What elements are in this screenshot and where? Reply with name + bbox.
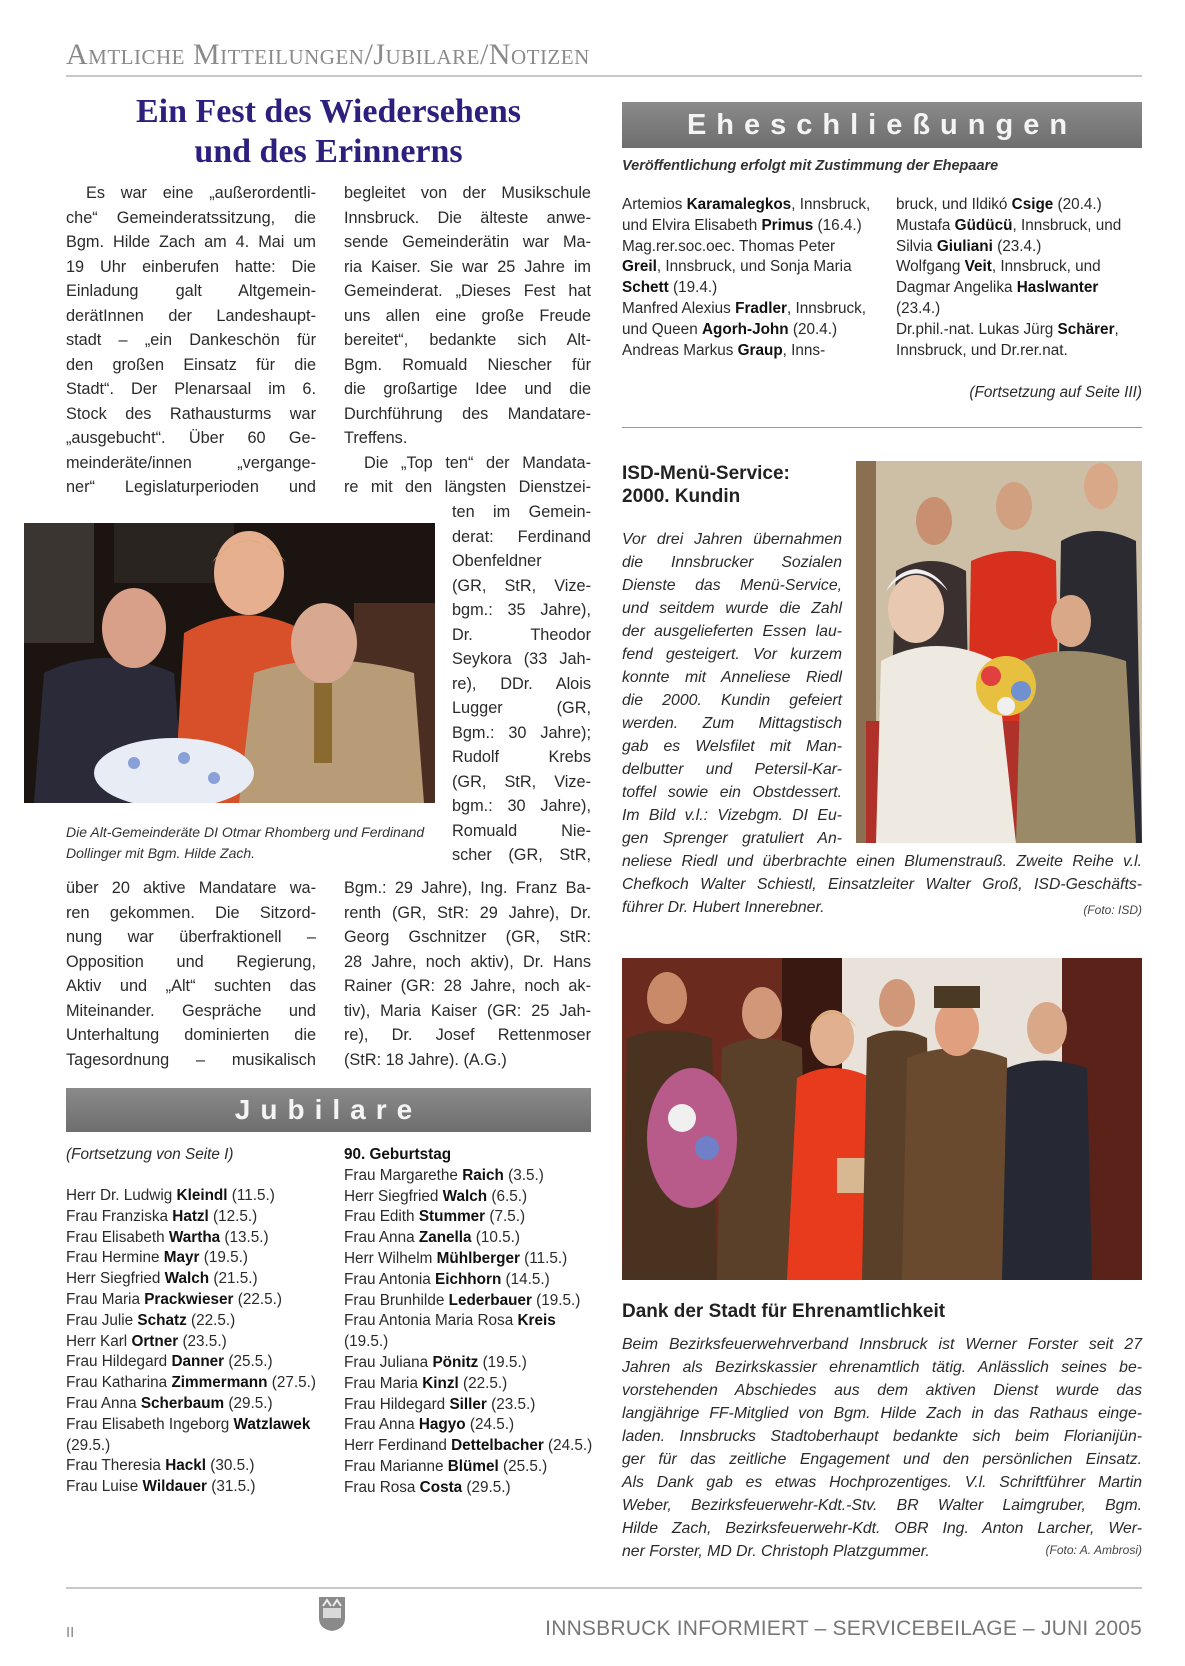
jubilar-entry xyxy=(344,1374,594,1395)
marriage-text: , Innsbruck, und Elvira Elisabeth xyxy=(622,196,871,234)
jubilar-entry xyxy=(344,1166,594,1187)
entry-surname: Stummer xyxy=(418,1208,486,1226)
entry-date: (13.5.) xyxy=(220,1228,269,1246)
marriage-text: Artemios xyxy=(622,196,687,213)
marriage-text: bruck, und Ildikó xyxy=(896,196,1012,213)
entry-first-name: Frau Juliana xyxy=(344,1353,433,1371)
footer-divider xyxy=(66,1587,1142,1589)
entry-date: (22.5.) xyxy=(458,1374,508,1392)
publication-footer: INNSBRUCK INFORMIERT – SERVICEBEILAGE – JUNI 2005 xyxy=(545,1617,1142,1640)
marriage-text: , Innsbruck, und Dr.rer.nat. xyxy=(896,320,1119,359)
entry-first-name: Frau Theresia xyxy=(66,1457,166,1475)
text-line: 28 Jahre, noch aktiv), Dr. Hans xyxy=(344,952,591,971)
marriage-entry xyxy=(896,320,1142,362)
page-number: II xyxy=(66,1624,75,1641)
entry-first-name: Frau Edith xyxy=(344,1208,419,1226)
innsbruck-crest-icon xyxy=(318,1596,346,1632)
text-line: Miteinander. Gespräche und xyxy=(66,1001,316,1020)
entry-first-name: Frau Hildegard xyxy=(66,1353,172,1371)
entry-surname: Kleindl xyxy=(176,1187,228,1204)
entry-surname: Hagyo xyxy=(418,1416,466,1434)
text-line: re mit den längsten Dienstzei- xyxy=(344,478,591,496)
text-line: Bgm.: 29 Jahre), Ing. Franz Ba- xyxy=(344,879,591,897)
jubilar-entry xyxy=(344,1311,594,1353)
entry-date: (24.5.) xyxy=(543,1437,593,1455)
entry-first-name: Frau Anna xyxy=(66,1394,141,1412)
entry-surname: Zimmermann xyxy=(171,1374,268,1392)
text-line: Unterhaltung dominierten die xyxy=(66,1026,316,1044)
text-line: gab es Welsfilet mit Man- xyxy=(622,738,842,755)
text-line: derätInnen der Landeshaupt- xyxy=(66,306,316,325)
marriage-entry xyxy=(622,195,872,237)
text-line: bereitet“, bedankte sich Alt- xyxy=(344,331,591,349)
isd-heading-line: 2000. Kundin xyxy=(622,486,741,507)
entry-surname: Dettelbacher xyxy=(451,1437,544,1455)
marriage-surname: Veit xyxy=(964,258,992,276)
jubilar-entry xyxy=(66,1415,321,1457)
jubilar-entry xyxy=(344,1207,594,1228)
entry-surname: Scherbaum xyxy=(140,1394,225,1412)
entry-surname: Hackl xyxy=(165,1457,207,1475)
entry-date: (31.5.) xyxy=(207,1478,256,1496)
marriage-surname: Primus xyxy=(761,216,814,234)
entry-first-name: Frau Antonia Maria Rosa xyxy=(344,1312,518,1330)
entry-first-name: Frau Maria xyxy=(66,1290,145,1308)
marriage-surname: Csige xyxy=(1011,196,1054,213)
marriage-surname: Haslwanter xyxy=(1016,279,1099,297)
entry-first-name: Herr Siegfried xyxy=(66,1270,165,1288)
isd-photo-credit: (Foto: ISD) xyxy=(1083,903,1142,917)
entry-surname: Mayr xyxy=(163,1249,200,1267)
entry-surname: Walch xyxy=(164,1270,210,1288)
text-line: die Innsbrucker Sozialen xyxy=(622,554,842,571)
text-line: fend gesteigert. Vor kurzem xyxy=(622,646,842,663)
text-line: re), Dr. Josef Rettenmoser xyxy=(344,1026,591,1044)
entry-surname: Kreis xyxy=(517,1312,556,1330)
jubilar-entry xyxy=(66,1290,321,1311)
eheschliessungen-banner: Eheschließungen xyxy=(622,102,1142,148)
text-line: ner Forster, MD Dr. Christoph Platzgummer. xyxy=(622,1543,930,1560)
article-title-line: und des Erinnerns xyxy=(194,133,463,170)
entry-surname: Zanella xyxy=(418,1229,472,1247)
text-line: ren gekommen. Die Sitzord- xyxy=(66,903,316,922)
text-line: uns allen eine große Freude xyxy=(344,306,591,325)
text-line: Bgm. Hilde Zach am 4. Mai um xyxy=(66,233,316,251)
entry-date: (11.5.) xyxy=(227,1187,275,1204)
isd-heading xyxy=(622,462,790,508)
entry-date: (3.5.) xyxy=(503,1166,544,1184)
text-line: Als Dank gab es etwas Hochprozentiges. V.l. Schriftführer Martin xyxy=(622,1474,1142,1491)
photo-isd-kundin xyxy=(856,461,1142,843)
marriage-text: Wolfgang xyxy=(896,258,965,276)
jubilare-list-right xyxy=(344,1145,594,1499)
entry-first-name: Herr Karl xyxy=(66,1332,132,1350)
marriage-entry xyxy=(896,195,1142,216)
text-line: Es war eine „außerordentli- xyxy=(86,184,316,202)
text-line: Gemeinderat. „Dieses Fest hat xyxy=(344,282,591,300)
jubilare-heading-90: 90. Geburtstag xyxy=(344,1146,452,1163)
entry-first-name: Frau Margarethe xyxy=(344,1166,463,1184)
entry-first-name: Herr Wilhelm xyxy=(344,1249,437,1267)
entry-date: (29.5.) xyxy=(224,1394,273,1412)
entry-surname: Lederbauer xyxy=(448,1291,532,1309)
jubilar-entry xyxy=(344,1270,594,1291)
text-line: bgm.: 30 Jahre), xyxy=(452,797,591,815)
jubilar-entry xyxy=(66,1394,321,1415)
jubilar-entry xyxy=(344,1457,594,1478)
entry-surname: Ortner xyxy=(131,1332,179,1350)
jubilar-entry xyxy=(344,1228,594,1249)
marriage-surname: Schärer xyxy=(1057,320,1115,338)
entry-first-name: Frau Luise xyxy=(66,1478,143,1496)
entry-surname: Wildauer xyxy=(142,1478,207,1496)
marriage-text: , Innsbruck, und Dagmar Angelika xyxy=(896,258,1101,297)
text-line: Lugger (GR, xyxy=(452,699,591,717)
marriage-entry xyxy=(896,216,1142,258)
entry-surname: Danner xyxy=(171,1353,225,1371)
entry-surname: Hatzl xyxy=(172,1207,209,1225)
entry-first-name: Frau Antonia xyxy=(344,1270,435,1288)
text-line: laden. Innsbrucks Stadtoberhaupt bedankte sich beim Florianijün- xyxy=(622,1428,1142,1445)
marriages-list-left xyxy=(622,195,872,361)
text-line: Opposition und Regierung, xyxy=(66,952,316,971)
entry-date: (10.5.) xyxy=(471,1229,521,1247)
marriage-entry xyxy=(622,299,872,341)
text-line: konnte mit Anneliese Riedl xyxy=(622,669,842,686)
text-line: nung war überfraktionell – xyxy=(66,928,316,946)
entry-first-name: Frau Maria xyxy=(344,1374,423,1392)
entry-surname: Costa xyxy=(419,1478,463,1496)
marriage-text: (23.4.) xyxy=(992,237,1042,255)
text-line: begleitet von der Musikschule xyxy=(344,184,591,202)
text-line: Einladung galt Altgemein- xyxy=(66,282,316,300)
marriages-subtitle: Veröffentlichung erfolgt mit Zustimmung der Ehepaare xyxy=(622,158,999,174)
text-line: Jahren als Bezirkskassier ehrenamtlich tätig. Anlässlich seines be- xyxy=(622,1359,1142,1376)
text-line: Innsbruck. Die älteste anwe- xyxy=(344,208,591,227)
marriage-surname: Greil xyxy=(622,258,657,276)
entry-surname: Mühlberger xyxy=(436,1249,520,1267)
entry-first-name: Frau Hildegard xyxy=(344,1395,450,1413)
jubilar-entry xyxy=(344,1415,594,1436)
text-line: ria Kaiser. Sie war 25 Jahre im xyxy=(344,257,591,276)
entry-first-name: Frau Franziska xyxy=(66,1207,173,1225)
text-line: Rainer (GR: 28 Jahre, noch ak- xyxy=(344,977,591,995)
entry-surname: Schatz xyxy=(137,1311,187,1329)
entry-date: (19.5.) xyxy=(531,1291,581,1309)
entry-surname: Eichhorn xyxy=(435,1270,502,1288)
text-line: Weber, Bezirksfeuerwehr-Kdt.-Stv. BR Walter Laimgruber, Bgm. xyxy=(622,1497,1142,1514)
text-line: derat: Ferdinand xyxy=(452,527,591,546)
entry-surname: Watzlawek xyxy=(233,1415,311,1433)
photo-alt-gemeinderaete xyxy=(24,523,435,803)
text-line: langjährige FF-Mitglied von Bgm. Hilde Zach in das Rathaus einge- xyxy=(622,1405,1142,1422)
jubilar-entry xyxy=(66,1228,321,1249)
entry-date: (19.5.) xyxy=(199,1249,248,1267)
continued-on-note: (Fortsetzung auf Seite III) xyxy=(969,384,1142,401)
entry-first-name: Frau Marianne xyxy=(344,1457,448,1475)
entry-surname: Pönitz xyxy=(432,1353,479,1371)
entry-date: (19.5.) xyxy=(344,1333,389,1351)
marriage-entry xyxy=(896,257,1142,319)
jubilar-entry xyxy=(66,1332,321,1353)
text-line: toffel sowie ein Obstdessert. xyxy=(622,784,842,801)
entry-first-name: Frau Anna xyxy=(344,1416,419,1434)
text-line: Seykora (33 Jah- xyxy=(452,650,591,668)
text-line: Stadt“. Der Plenarsaal im 6. xyxy=(66,380,316,398)
text-line: die großartige Idee und die xyxy=(344,380,591,398)
jubilar-entry xyxy=(66,1269,321,1290)
marriage-surname: Güdücü xyxy=(954,216,1013,234)
text-line: Hilde Zach, Bezirksfeuerwehr-Kdt. OBR Ing. Anton Larcher, Wer- xyxy=(622,1520,1142,1537)
text-line: gen Sprenger gratuliert An- xyxy=(622,830,842,847)
text-line: meinderäte/innen „vergange- xyxy=(66,453,316,472)
marriage-text: , Inns- xyxy=(782,341,826,359)
jubilar-entry xyxy=(66,1352,321,1373)
entry-surname: Raich xyxy=(462,1166,504,1184)
entry-date: (23.5.) xyxy=(178,1332,227,1350)
jubilar-entry xyxy=(344,1249,594,1270)
text-line: Georg Gschnitzer (GR, StR: xyxy=(344,928,591,946)
text-line: 19 Uhr einberufen hatte: Die xyxy=(66,257,316,276)
text-line: scher (GR, StR, xyxy=(452,846,591,864)
marriage-text: Mustafa xyxy=(896,216,955,234)
text-line: stadt – „ein Dankeschön für xyxy=(66,331,316,349)
text-line: neliese Riedl und überbrachte einen Blumenstrauß. Zweite Reihe v.l. xyxy=(622,853,1142,870)
text-line: (GR, StR, Vize- xyxy=(452,576,591,595)
jubilar-entry xyxy=(66,1311,321,1332)
entry-date: (22.5.) xyxy=(233,1290,282,1308)
marriage-text: Dr.phil.-nat. Lukas Jürg xyxy=(896,320,1058,338)
entry-first-name: Frau Katharina xyxy=(66,1374,172,1392)
jubilar-entry xyxy=(344,1187,594,1208)
entry-date: (22.5.) xyxy=(186,1311,236,1329)
entry-date: (29.5.) xyxy=(66,1436,111,1454)
continued-from-note: (Fortsetzung von Seite I) xyxy=(66,1146,234,1163)
entry-surname: Blümel xyxy=(447,1457,499,1475)
text-line: Dienste das Menü-Service, xyxy=(622,577,842,594)
text-line: Bgm.: 30 Jahre); xyxy=(452,723,591,742)
marriage-text: Mag.rer.soc.oec. Thomas Peter xyxy=(622,237,836,255)
entry-first-name: Frau Elisabeth Ingeborg xyxy=(66,1415,234,1433)
text-line: und seitdem wurde die Zahl xyxy=(622,600,842,617)
entry-date: (30.5.) xyxy=(206,1457,255,1475)
text-line: Stock des Rathausturms war xyxy=(66,404,316,423)
entry-surname: Kinzl xyxy=(422,1374,459,1392)
text-line: Aktiv und „Alt“ suchten das xyxy=(66,977,316,995)
section-running-head: Amtliche Mitteilungen/Jubilare/Notizen xyxy=(66,38,590,71)
entry-date: (6.5.) xyxy=(487,1187,528,1205)
text-line: Im Bild v.l.: Vizebgm. DI Eu- xyxy=(622,807,842,824)
text-line: vorstehenden Abschiedes aus dem aktiven Dienst wurde das xyxy=(622,1382,1142,1399)
entry-date: (14.5.) xyxy=(501,1270,550,1288)
marriage-text: , Innsbruck, und Sonja Maria xyxy=(656,258,852,276)
text-line: ner“ Legislaturperioden und xyxy=(66,478,316,496)
text-line: ten im Gemein- xyxy=(452,503,591,521)
entry-date: (19.5.) xyxy=(478,1353,527,1371)
text-line: ger für das zeitliche Engagement und den persönlichen Einsatz. xyxy=(622,1451,1142,1468)
entry-date: (25.5.) xyxy=(498,1457,548,1475)
jubilar-entry xyxy=(66,1207,321,1228)
text-line: renth (GR, StR: 29 Jahre), Dr. xyxy=(344,903,591,922)
jubilar-entry xyxy=(66,1373,321,1394)
article-title xyxy=(66,92,591,172)
text-line: Obenfeldner xyxy=(452,552,542,570)
marriage-surname: Giuliani xyxy=(936,237,993,255)
jubilar-entry xyxy=(344,1395,594,1416)
text-line: Vor drei Jahren übernahmen xyxy=(622,531,842,548)
marriage-text: (20.4.) xyxy=(1053,196,1102,213)
text-line: Tagesordnung – musikalisch xyxy=(66,1050,316,1069)
entry-first-name: Frau Hermine xyxy=(66,1249,164,1267)
text-line: delbutter und Petersil-Kar- xyxy=(622,761,842,778)
text-line: Bgm. Romuald Niescher für xyxy=(344,355,591,374)
entry-first-name: Frau Rosa xyxy=(344,1478,420,1496)
marriage-surname: Karamalegkos xyxy=(686,196,792,213)
entry-surname: Prackwieser xyxy=(144,1290,234,1308)
marriage-text: , Innsbruck, und Queen xyxy=(622,299,867,338)
marriages-list-right xyxy=(896,195,1142,361)
text-line: re), DDr. Alois xyxy=(452,674,591,693)
text-line: die 2000. Kundin gefeiert xyxy=(622,692,842,709)
photo-dank-feuerwehr xyxy=(622,958,1142,1280)
marriage-text: Manfred Alexius xyxy=(622,299,736,317)
entry-first-name: Frau Brunhilde xyxy=(344,1291,449,1309)
text-line: (StR: 18 Jahre). (A.G.) xyxy=(344,1050,507,1069)
text-line: tiv), Maria Kaiser (GR: 25 Jah- xyxy=(344,1001,591,1020)
marriage-text: (16.4.) xyxy=(813,216,862,234)
entry-date: (24.5.) xyxy=(465,1416,515,1434)
entry-first-name: Herr Ferdinand xyxy=(344,1437,452,1455)
entry-surname: Wartha xyxy=(168,1228,221,1246)
text-line: werden. Zum Mittagstisch xyxy=(622,715,842,732)
marriage-surname: Agorh-John xyxy=(701,320,789,338)
article-title-line: Ein Fest des Wiedersehens xyxy=(135,93,522,130)
entry-date: (21.5.) xyxy=(209,1270,258,1288)
entry-date: (23.5.) xyxy=(486,1395,536,1413)
dank-photo-credit: (Foto: A. Ambrosi) xyxy=(1045,1543,1142,1557)
text-line: über 20 aktive Mandatare wa- xyxy=(66,879,316,897)
jubilar-entry xyxy=(344,1436,594,1457)
marriage-text: (19.4.) xyxy=(668,279,718,297)
marriage-text: Andreas Markus xyxy=(622,341,738,359)
entry-first-name: Frau Julie xyxy=(66,1311,138,1329)
jubilar-entry xyxy=(344,1291,594,1312)
jubilar-entry xyxy=(344,1478,594,1499)
article-column-1-top xyxy=(66,181,316,500)
article-column-1-bottom xyxy=(66,876,316,1072)
entry-first-name: Herr Dr. Ludwig xyxy=(66,1187,177,1204)
text-line: „ausgebucht“. Über 60 Ge- xyxy=(66,429,316,447)
isd-text xyxy=(622,528,842,850)
article-column-2-top xyxy=(344,181,591,500)
entry-date: (11.5.) xyxy=(519,1249,568,1267)
text-line: Rudolf Krebs xyxy=(452,748,591,766)
text-line: (GR, StR, Vize- xyxy=(452,772,591,791)
text-line: Die „Top ten“ der Mandata- xyxy=(364,453,591,472)
jubilare-list-left xyxy=(66,1186,321,1498)
entry-date: (25.5.) xyxy=(224,1353,273,1371)
entry-first-name: Herr Siegfried xyxy=(344,1187,443,1205)
jubilare-banner: Jubilare xyxy=(66,1088,591,1132)
entry-date: (7.5.) xyxy=(485,1208,526,1226)
entry-surname: Walch xyxy=(442,1187,488,1205)
jubilar-entry xyxy=(344,1353,594,1374)
text-line: Treffens. xyxy=(344,429,408,447)
entry-surname: Siller xyxy=(449,1395,487,1413)
entry-date: (12.5.) xyxy=(208,1207,258,1225)
photo-caption: Die Alt-Gemeinderäte DI Otmar Rhomberg und Ferdinand Dollinger mit Bgm. Hilde Zach. xyxy=(66,824,425,861)
marriage-entry xyxy=(622,341,872,362)
marriage-text: (23.4.) xyxy=(896,299,941,317)
text-line: bgm.: 35 Jahre), xyxy=(452,601,591,619)
jubilar-entry xyxy=(66,1186,321,1207)
marriage-surname: Fradler xyxy=(735,299,787,317)
entry-first-name: Frau Anna xyxy=(344,1229,419,1247)
marriage-text: , Innsbruck, und Silvia xyxy=(896,216,1122,255)
entry-date: (29.5.) xyxy=(462,1478,511,1496)
entry-first-name: Frau Elisabeth xyxy=(66,1228,169,1246)
header-divider xyxy=(66,75,1142,77)
marriage-surname: Schett xyxy=(622,279,669,297)
marriage-surname: Graup xyxy=(737,341,783,359)
text-line: den großen Einsatz für die xyxy=(66,355,316,374)
text-line: Dr. Theodor xyxy=(452,625,591,644)
text-line: che“ Gemeinderatssitzung, die xyxy=(66,208,316,227)
text-line: der ausgelieferten Essen lau- xyxy=(622,623,842,640)
marriage-entry xyxy=(622,237,872,299)
dank-heading: Dank der Stadt für Ehrenamtlichkeit xyxy=(622,1301,946,1322)
section-divider xyxy=(622,427,1142,428)
entry-date: (27.5.) xyxy=(267,1374,316,1392)
text-line: Durchführung des Mandatare- xyxy=(344,404,591,423)
text-line: führer Dr. Hubert Innerebner. xyxy=(622,899,825,916)
article-column-2-bottom xyxy=(344,876,591,1072)
text-line: Romuald Nie- xyxy=(452,821,591,840)
isd-heading-line: ISD-Menü-Service: xyxy=(622,463,790,484)
article-column-2-narrow xyxy=(452,500,591,868)
jubilar-entry xyxy=(66,1456,321,1477)
text-line: Beim Bezirksfeuerwehrverband Innsbruck ist Werner Forster seit 27 xyxy=(622,1336,1142,1353)
jubilar-entry xyxy=(66,1248,321,1269)
text-line: Chefkoch Walter Schiestl, Einsatzleiter Walter Groß, ISD-Geschäfts- xyxy=(622,876,1142,893)
dank-text xyxy=(622,1333,1142,1563)
jubilar-entry xyxy=(66,1477,321,1498)
marriage-text: (20.4.) xyxy=(788,320,838,338)
text-line: sende Gemeinderätin war Ma- xyxy=(344,233,591,251)
